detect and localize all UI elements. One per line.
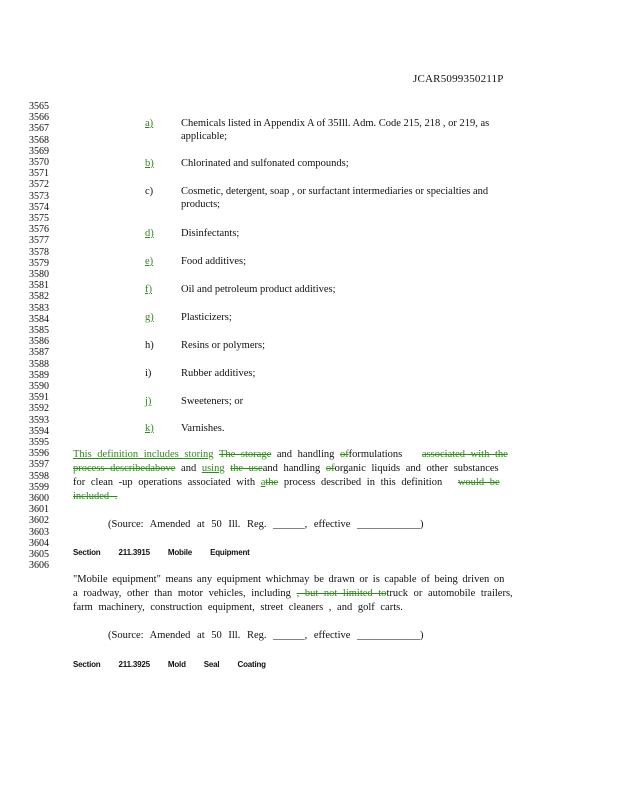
deleted-text: process describedabove: [73, 463, 176, 474]
deleted-text: the use: [230, 463, 263, 474]
definition-line-2: [73, 463, 499, 474]
item-text: Chemicals listed in Appendix A of 35Ill. Adm. Code 215, 218 , or 219, as: [181, 118, 490, 129]
line-number: 3567: [29, 123, 49, 135]
section-heading-mobile-equipment: [73, 548, 266, 557]
line-number: 3581: [29, 280, 49, 292]
text: and handling: [276, 449, 335, 460]
text: formulations: [348, 449, 403, 460]
line-number: 3580: [29, 269, 49, 280]
item-marker: k): [145, 423, 154, 434]
item-text: Plasticizers;: [181, 312, 232, 323]
document-code: JCAR5099350211P: [413, 73, 504, 85]
line-number: 3600: [29, 493, 49, 504]
line-number: 3569: [29, 145, 49, 157]
line-number: 3585: [29, 325, 49, 336]
item-marker: c): [145, 186, 154, 197]
line-number: 3596: [29, 448, 49, 460]
section-title-word: Mobile: [167, 548, 193, 557]
line-number: 3593: [29, 414, 49, 426]
line-number: 3598: [29, 470, 49, 482]
deleted-text: the: [265, 477, 279, 488]
line-number: 3568: [29, 134, 49, 146]
line-number: 3601: [29, 504, 49, 516]
item-text: Sweeteners; or: [181, 396, 244, 407]
line-number: 3582: [29, 291, 49, 303]
mobile-line-2: [73, 588, 513, 599]
item-text: Disinfectants;: [181, 228, 240, 239]
line-number: 3604: [29, 537, 49, 549]
section-title-word: Seal: [203, 660, 220, 669]
line-number: 3590: [29, 381, 49, 392]
item-text: Cosmetic, detergent, soap , or surfactant intermediaries or specialties and: [181, 186, 489, 197]
definition-line-3: [73, 477, 500, 488]
line-number: 3599: [29, 481, 49, 493]
inserted-text: using: [201, 463, 225, 474]
text: and: [181, 463, 197, 474]
section-number: 211.3925: [118, 660, 150, 669]
deleted-text: , but not limited to: [296, 588, 387, 599]
item-marker: b): [145, 158, 154, 169]
line-number: 3571: [29, 168, 49, 180]
line-number: 3603: [29, 526, 49, 538]
section-number: 211.3915: [118, 548, 150, 557]
text: for clean -up operations associated with: [73, 477, 256, 488]
line-number: 3591: [29, 392, 49, 404]
section-heading-mold-seal-coating: [73, 660, 282, 669]
section-title-word: Mold: [167, 660, 186, 669]
source-note-1: (Source: Amended at 50 Ill. Reg. ______, effective ____________): [108, 519, 424, 530]
item-marker: d): [145, 228, 154, 239]
item-text: Chlorinated and sulfonated compounds;: [181, 158, 349, 169]
line-number: 3606: [29, 560, 49, 572]
line-number: 3570: [29, 157, 49, 168]
line-number: 3597: [29, 459, 49, 471]
item-marker: f): [145, 284, 152, 295]
section-title-word: Equipment: [210, 548, 250, 557]
deleted-text: of: [325, 463, 335, 474]
item-marker: i): [145, 368, 152, 379]
mobile-line-1: "Mobile equipment" means any equipment whichmay be drawn or is capable of being driven on: [73, 574, 505, 585]
section-label: Section: [73, 548, 101, 557]
section-title-word: Coating: [237, 660, 266, 669]
text: organic liquids and other substances: [334, 463, 499, 474]
line-number: 3576: [29, 224, 49, 236]
line-number: 3583: [29, 302, 49, 314]
text: and handling: [262, 463, 321, 474]
item-text: Oil and petroleum product additives;: [181, 284, 336, 295]
item-text: Food additives;: [181, 256, 247, 267]
line-number: 3584: [29, 313, 49, 325]
line-number: 3586: [29, 336, 49, 348]
line-number: 3595: [29, 437, 49, 448]
item-marker: j): [145, 396, 152, 407]
line-number: 3575: [29, 213, 49, 224]
line-number: 3566: [29, 112, 49, 124]
text: process described in this definition: [283, 477, 443, 488]
section-label: Section: [73, 660, 101, 669]
item-text-continued: products;: [181, 199, 221, 210]
deleted-text: associated with the: [421, 449, 508, 460]
line-number: 3587: [29, 347, 49, 359]
definition-line-4: included .: [73, 491, 118, 502]
line-number: 3578: [29, 246, 49, 258]
line-number: 3565: [29, 101, 49, 112]
definition-line-1: [73, 449, 508, 460]
mobile-line-3: farm machinery, construction equipment, street cleaners , and golf carts.: [73, 602, 403, 613]
line-number: 3574: [29, 201, 49, 213]
inserted-text: a: [260, 477, 266, 488]
line-number: 3594: [29, 425, 49, 437]
line-number: 3572: [29, 179, 49, 191]
item-marker: g): [145, 312, 154, 323]
line-number: 3602: [29, 515, 49, 527]
deleted-text: included: [73, 491, 110, 502]
item-text-continued: applicable;: [181, 131, 228, 142]
line-number: 3589: [29, 369, 49, 381]
item-marker: h): [145, 340, 154, 351]
line-number: 3592: [29, 403, 49, 415]
line-number: 3579: [29, 257, 49, 269]
item-text: Resins or polymers;: [181, 340, 265, 351]
item-marker: e): [145, 256, 154, 267]
deleted-text: of: [340, 449, 349, 460]
item-text: Rubber additives;: [181, 368, 256, 379]
text: a roadway, other than motor vehicles, including: [73, 588, 291, 599]
deleted-text: The storage: [218, 449, 272, 460]
inserted-text: This definition includes storing: [73, 449, 214, 460]
source-note-2: (Source: Amended at 50 Ill. Reg. ______, effective ____________): [108, 630, 424, 641]
deleted-text: would be: [457, 477, 500, 488]
line-number: 3573: [29, 190, 49, 202]
item-text: Varnishes.: [181, 423, 225, 434]
line-number: 3588: [29, 358, 49, 370]
line-number: 3577: [29, 235, 49, 247]
line-number: 3605: [29, 549, 49, 560]
text: truck or automobile trailers,: [386, 588, 513, 599]
item-marker: a): [145, 118, 154, 129]
